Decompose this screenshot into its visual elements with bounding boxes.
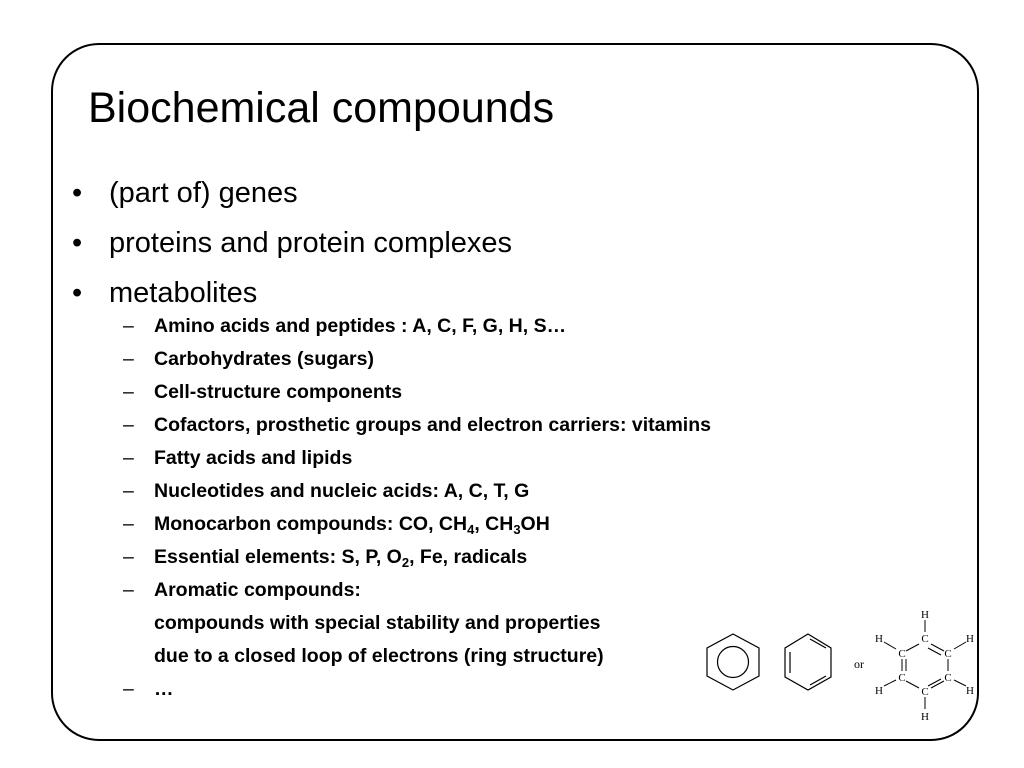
atom-h-top: H [921, 609, 929, 621]
subitem-aromatic [123, 574, 711, 673]
atom-h-upper-left: H [875, 633, 883, 645]
bullet-text: proteins and protein complexes [109, 227, 513, 259]
essential-prefix: Essential elements: S, P, O [154, 546, 402, 568]
sub-marker: – [123, 348, 134, 370]
or-label: or [854, 657, 864, 671]
atom-c-lower-left: C [898, 672, 906, 684]
atom-h-lower-right: H [966, 685, 974, 697]
bullet-text: (part of) genes [109, 177, 298, 209]
subitem-text: Carbohydrates (sugars) [154, 348, 374, 370]
sub-marker: – [123, 315, 134, 337]
subitem-monocarbon [123, 508, 711, 541]
atom-c-bottom: C [921, 686, 929, 698]
atom-c-upper-left: C [898, 648, 906, 660]
atom-h-bottom: H [921, 711, 929, 723]
subscript: 4 [467, 522, 475, 537]
sub-marker: – [123, 414, 134, 436]
slide-title: Biochemical compounds [88, 84, 555, 132]
aromatic-line-3: due to a closed loop of electrons (ring structure) [154, 645, 604, 667]
subitem-nucleotides [123, 475, 711, 508]
sub-marker: – [123, 513, 134, 535]
subitem-text: Nucleotides and nucleic acids: A, C, T, G [154, 480, 530, 502]
subitem-carbohydrates [123, 343, 711, 376]
sub-marker: – [123, 447, 134, 469]
atom-c-top: C [921, 633, 929, 645]
bullet-proteins [72, 218, 512, 268]
sub-marker: – [123, 579, 134, 601]
aromatic-line-1: Aromatic compounds: [154, 579, 361, 601]
atom-h-lower-left: H [875, 685, 883, 697]
subitem-cofactors [123, 409, 711, 442]
subitem-text: Amino acids and peptides : A, C, F, G, H, S… [154, 315, 567, 337]
subitem-fatty-acids [123, 442, 711, 475]
sub-marker: – [123, 381, 134, 403]
subitem-cell-structure [123, 376, 711, 409]
sub-marker: – [123, 546, 134, 568]
sub-marker: – [123, 480, 134, 502]
subitem-ellipsis [123, 673, 711, 706]
monocarbon-mid: , CH [474, 513, 514, 535]
subitem-text: Cell-structure components [154, 381, 403, 403]
atom-h-upper-right: H [966, 633, 974, 645]
subscript: 2 [401, 555, 410, 570]
essential-suffix: , Fe, radicals [409, 546, 528, 568]
atom-c-upper-right: C [944, 648, 952, 660]
monocarbon-prefix: Monocarbon compounds: CO, CH [154, 513, 468, 535]
subitem-text: Fatty acids and lipids [154, 447, 353, 469]
aromatic-line-2: compounds with special stability and properties [154, 612, 601, 634]
subitem-text: … [154, 678, 174, 700]
subitem-text [154, 513, 550, 535]
main-bullet-list [72, 168, 512, 318]
subitem-essential-elements [123, 541, 711, 574]
subscript: 3 [513, 522, 521, 537]
subitem-text [154, 546, 527, 568]
monocarbon-suffix: OH [520, 513, 550, 535]
bullet-marker: • [72, 277, 83, 309]
subitem-amino-acids [123, 310, 711, 343]
bullet-text: metabolites [109, 277, 258, 309]
bullet-marker: • [72, 227, 83, 259]
bullet-genes [72, 168, 512, 218]
bullet-marker: • [72, 177, 83, 209]
subitem-text: Cofactors, prosthetic groups and electron carriers: vitamins [154, 414, 711, 436]
atom-c-lower-right: C [944, 672, 952, 684]
sub-marker: – [123, 678, 134, 700]
metabolites-sublist [123, 310, 711, 706]
